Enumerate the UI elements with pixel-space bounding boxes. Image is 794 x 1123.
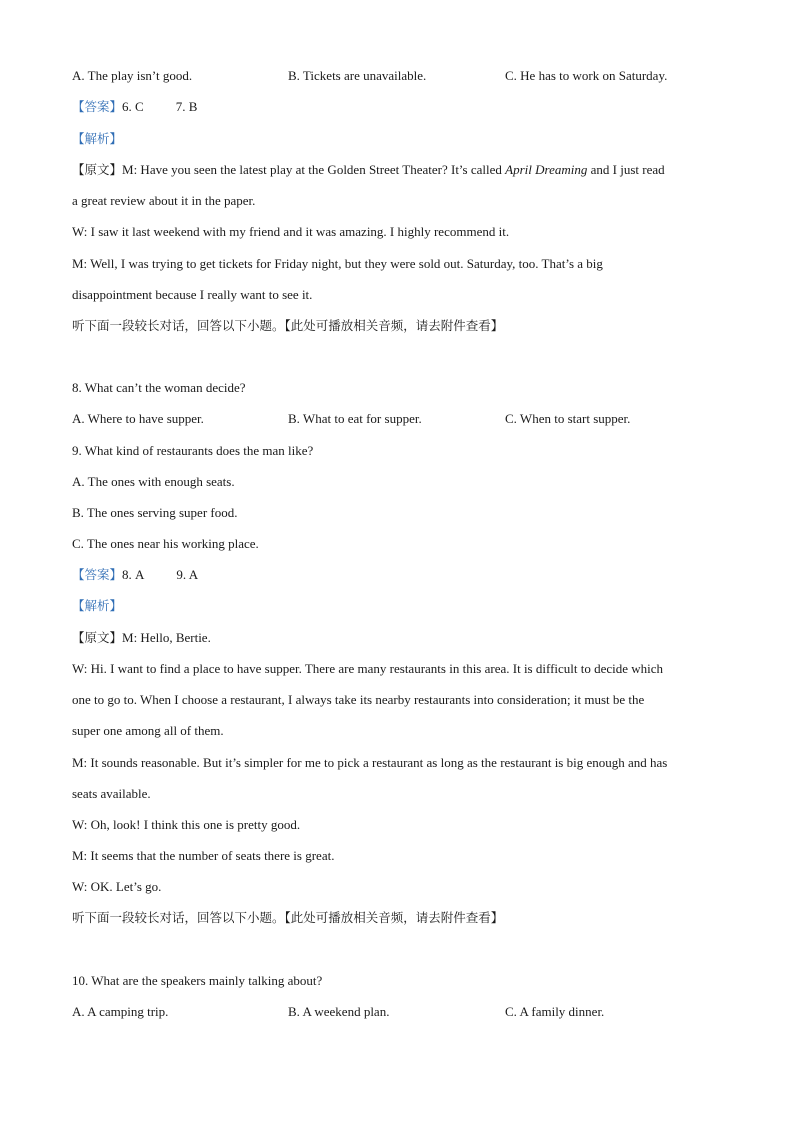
- analysis-tag: 【解析】: [72, 598, 123, 613]
- transcript-line: super one among all of them.: [72, 723, 224, 738]
- transcript-line: [72, 162, 665, 178]
- option-a: A. A camping trip.: [72, 1004, 169, 1019]
- transcript-text: M: Have you seen the latest play at the Golden Street Theater? It’s called: [122, 162, 506, 177]
- answer-9: 9. A: [176, 567, 199, 582]
- answer-6: 6. C: [122, 99, 144, 114]
- transcript-line: M: It sounds reasonable. But it’s simpler for me to pick a restaurant as long as the restaurant is big enough and has: [72, 755, 668, 770]
- transcript-line: a great review about it in the paper.: [72, 193, 256, 208]
- transcript-line: seats available.: [72, 786, 151, 801]
- transcript-line: W: OK. Let’s go.: [72, 879, 162, 894]
- analysis-heading: [72, 598, 122, 614]
- transcript-line: one to go to. When I choose a restaurant, I always take its nearby restaurants into consideration; it must be the: [72, 692, 645, 707]
- transcript-text: M: Hello, Bertie.: [122, 630, 211, 645]
- option-a: A. The ones with enough seats.: [72, 474, 235, 489]
- question-10: 10. What are the speakers mainly talking about?: [72, 973, 323, 988]
- question-8: 8. What can’t the woman decide?: [72, 380, 246, 395]
- question-9: 9. What kind of restaurants does the man like?: [72, 443, 314, 458]
- option-b: B. The ones serving super food.: [72, 505, 238, 520]
- option-c: C. The ones near his working place.: [72, 536, 259, 551]
- option-a: A. Where to have supper.: [72, 411, 204, 426]
- answer-tag: 【答案】: [72, 567, 123, 582]
- answer-line-6-7: [72, 99, 197, 115]
- transcript-line: W: Oh, look! I think this one is pretty good.: [72, 817, 301, 832]
- option-c: C. When to start supper.: [505, 411, 631, 426]
- listen-instruction: 听下面一段较长对话，回答以下小题。【此处可播放相关音频，请去附件查看】: [72, 318, 504, 333]
- answer-tag: 【答案】: [72, 99, 123, 114]
- transcript-line: [72, 630, 211, 646]
- answer-8: 8. A: [122, 567, 145, 582]
- option-b: B. A weekend plan.: [288, 1004, 390, 1019]
- play-title: April Dreaming: [505, 162, 588, 177]
- transcript-line: W: Hi. I want to find a place to have supper. There are many restaurants in this area. It is difficult to decide which: [72, 661, 664, 676]
- listen-instruction: 听下面一段较长对话，回答以下小题。【此处可播放相关音频，请去附件查看】: [72, 910, 504, 925]
- analysis-tag: 【解析】: [72, 131, 123, 146]
- option-c: C. He has to work on Saturday.: [505, 68, 668, 83]
- analysis-heading: [72, 131, 122, 147]
- answer-line-8-9: [72, 567, 198, 583]
- answer-7: 7. B: [175, 99, 198, 114]
- transcript-line: M: Well, I was trying to get tickets for Friday night, but they were sold out. Saturday, too. That’s a big: [72, 256, 603, 271]
- option-b: B. What to eat for supper.: [288, 411, 422, 426]
- original-tag: 【原文】: [72, 162, 123, 177]
- transcript-line: W: I saw it last weekend with my friend and it was amazing. I highly recommend it.: [72, 224, 510, 239]
- transcript-line: disappointment because I really want to see it.: [72, 287, 313, 302]
- transcript-text: and I just read: [587, 162, 665, 177]
- option-b: B. Tickets are unavailable.: [288, 68, 427, 83]
- option-c: C. A family dinner.: [505, 1004, 605, 1019]
- transcript-line: M: It seems that the number of seats there is great.: [72, 848, 335, 863]
- option-a: A. The play isn’t good.: [72, 68, 193, 83]
- original-tag: 【原文】: [72, 630, 123, 645]
